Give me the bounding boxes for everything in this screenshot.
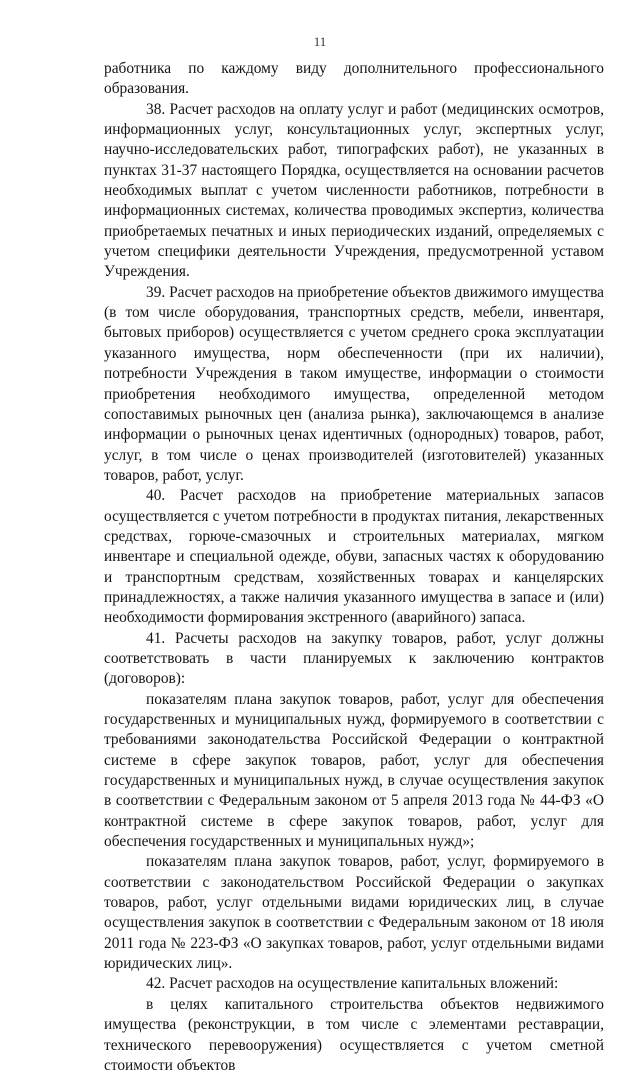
paragraph-continuation: работника по каждому виду дополнительного профессионального образования.: [104, 60, 604, 98]
paragraph-41-item-1: показателям плана закупок товаров, работ, услуг для обеспечения государственных и муниципальных нужд, формируемого в соответствии с требованиями законодательства Российской Федерации о контрактной системе в сфере закупок товаров, работ, услуг для обеспечения государственных и муниципальных нужд, в случае осуществления закупок в соответствии с Федеральным законом от 5 апреля 2013 года № 44-ФЗ «О контрактной системе в сфере закупок товаров, работ, услуг для обеспечения государственных и муниципальных нужд»;: [104, 690, 604, 851]
page-number: 11: [313, 34, 327, 49]
paragraph-42: 42. Расчет расходов на осуществление капитальных вложений:: [146, 975, 559, 993]
paragraph-42-item-1: в целях капитального строительства объектов недвижимого имущества (реконструкции, в том числе с элементами реставрации, технического перевооружения) осуществляется с учетом сметной стоимости объектов: [104, 995, 604, 1074]
paragraph-38: 38. Расчет расходов на оплату услуг и работ (медицинских осмотров, информационных услуг, консультационных услуг, экспертных услуг, научно-исследовательских работ, типографских работ), не указанных в пунктах 31-37 настоящего Порядка, осуществляется на основании расчетов необходимых выплат с учетом численности работников, потребности в информационных системах, количества проводимых экспертиз, количества приобретаемых печатных и иных периодических изданий, определяемых с учетом специфики деятельности Учреждения, предусмотренной уставом Учреждения.: [104, 100, 604, 281]
paragraph-41: 41. Расчеты расходов на закупку товаров, работ, услуг должны соответствовать в части планируемых к заключению контрактов (договоров):: [104, 629, 604, 688]
document-body: [104, 59, 604, 1076]
paragraph-40: 40. Расчет расходов на приобретение материальных запасов осуществляется с учетом потребности в продуктах питания, лекарственных средствах, горюче-смазочных и строительных материалах, мягком инвентаре и специальной одежде, обуви, запасных частях к оборудованию и транспортным средствам, хозяйственных товарах и канцелярских принадлежностях, а также наличия указанного имущества в запасе и (или) необходимости формирования экстренного (аварийного) запаса.: [104, 487, 604, 627]
paragraph-39: 39. Расчет расходов на приобретение объектов движимого имущества (в том числе оборудования, транспортных средств, мебели, инвентаря, бытовых приборов) осуществляется с учетом среднего срока эксплуатации указанного имущества, норм обеспеченности (при их наличии), потребности Учреждения в таком имуществе, информации о стоимости приобретения необходимого имущества, определенной методом сопоставимых рыночных цен (анализа рынка), заключающемся в анализе информации о рыночных ценах идентичных (однородных) товаров, работ, услуг, в том числе о ценах производителей (изготовителей) указанных товаров, работ, услуг.: [104, 283, 604, 484]
paragraph-41-item-2: показателям плана закупок товаров, работ, услуг, формируемого в соответствии с законодательством Российской Федерации о закупках товаров, работ, услуг отдельными видами юридических лиц, в случае осуществления закупок в соответствии с Федеральным законом от 18 июля 2011 года № 223-ФЗ «О закупках товаров, работ, услуг отдельными видами юридических лиц».: [104, 853, 604, 973]
